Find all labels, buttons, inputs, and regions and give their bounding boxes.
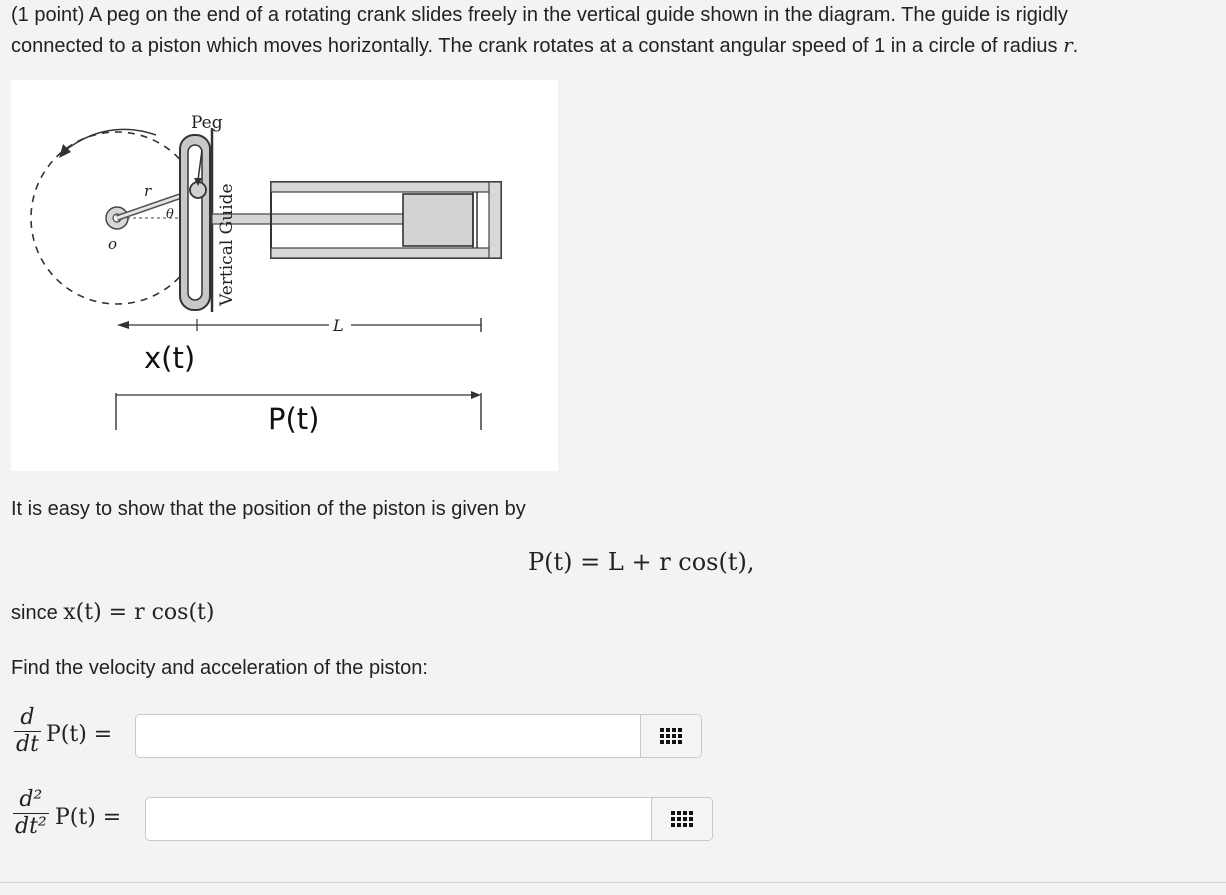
find-text: Find the velocity and acceleration of the piston: (11, 657, 428, 679)
radius-label: r (144, 182, 152, 200)
velocity-lhs: P(t) = (46, 722, 113, 747)
derivative-denominator: dt² (15, 814, 47, 839)
acceleration-input[interactable] (146, 798, 651, 840)
acceleration-answer-box (145, 797, 713, 841)
problem-line-2 (11, 30, 1211, 61)
peg-label: Peg (191, 113, 223, 133)
velocity-derivative (14, 705, 41, 758)
crank-diagram (11, 80, 558, 471)
position-equation-text: P(t) = L + r cos(t), (528, 548, 755, 576)
acceleration-palette-button[interactable] (651, 798, 712, 840)
velocity-input[interactable] (136, 715, 640, 757)
piston-rod (212, 214, 412, 224)
velocity-palette-button[interactable] (640, 715, 701, 757)
grid-icon (671, 811, 693, 827)
bottom-divider (0, 882, 1226, 883)
derivative-numerator: d (20, 705, 35, 730)
radius-variable: r (1063, 33, 1073, 57)
derivative-denominator: dt (16, 732, 39, 757)
points-label: (1 point) (11, 4, 85, 26)
x-label: x(t) (144, 341, 196, 375)
derivative-numerator: d² (19, 787, 43, 812)
position-equation (528, 547, 755, 578)
period: . (1072, 35, 1079, 57)
velocity-answer-box (135, 714, 702, 758)
since-word: since (11, 602, 58, 624)
guide-label: Vertical Guide (217, 183, 237, 306)
origin-label: o (108, 235, 118, 253)
problem-line-1-text: A peg on the end of a rotating crank slides freely in the vertical guide shown in the diagram. The guide is rigidly (88, 4, 1068, 26)
since-equation: x(t) = r cos(t) (63, 600, 215, 625)
p-label: P(t) (268, 402, 320, 436)
since-line (11, 601, 214, 625)
length-label: L (333, 316, 344, 335)
acceleration-lhs: P(t) = (55, 805, 122, 830)
problem-line-2-text: connected to a piston which moves horizontally. The crank rotates at a constant angular speed of 1 in a circle of radius (11, 35, 1058, 57)
angle-label: θ (166, 207, 174, 222)
acceleration-derivative (13, 787, 49, 840)
problem-line-1 (11, 0, 1211, 30)
intro-text: It is easy to show that the position of the piston is given by (11, 498, 526, 520)
piston-head (403, 194, 473, 246)
grid-icon (660, 728, 682, 744)
problem-statement (11, 0, 1211, 61)
